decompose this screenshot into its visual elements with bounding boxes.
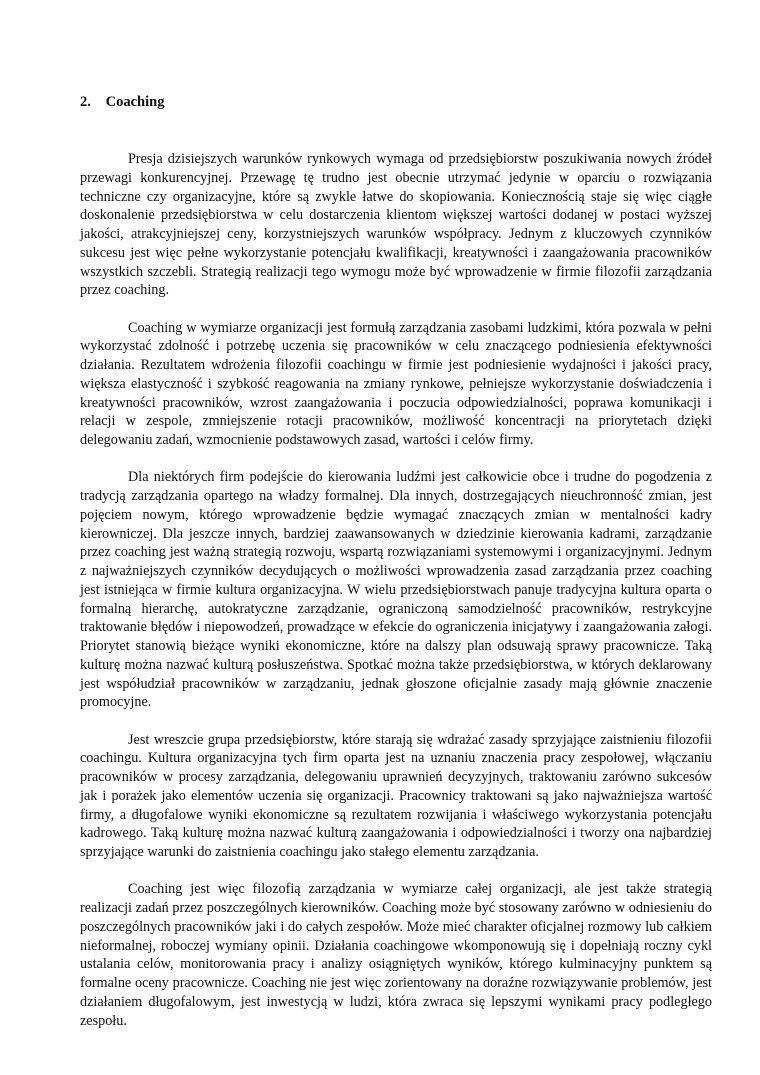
document-page <box>80 92 712 1049</box>
paragraph-1: Presja dzisiejszych warunków rynkowych wymaga od przedsiębiorstw poszukiwania nowych źródeł przewagi konkurencyjnej. Przewagę tę trudno jest obecnie utrzymać jedynie w oparciu o rozwiązania techniczne czy organizacyjne, które są zwykle łatwe do skopiowania. Koniecznością staje się więc ciągłe doskonalenie przedsiębiorstwa w celu dostarczenia klientom większej wartości dodanej w postaci wyższej jakości, atrakcyjniejszej ceny, korzystniejszych warunków współpracy. Jednym z kluczowych czynników sukcesu jest więc pełne wykorzystanie potencjału kwalifikacji, kreatywności i zaangażowania pracowników wszystkich szczebli. Strategią realizacji tego wymogu może być wprowadzenie w firmie filozofii zarządzania przez coaching. <box>80 151 712 299</box>
paragraph-3: Dla niektórych firm podejście do kierowania ludźmi jest całkowicie obce i trudne do pogodzenia z tradycją zarządzania opartego na władzy formalnej. Dla innych, dostrzegających nieuchronność zmian, jest pojęciem nowym, którego wprowadzenie będzie wymagać znaczących zmian w mentalności kadry kierowniczej. Dla jeszcze innych, bardziej zaawansowanych w dziedzinie kierowania kadrami, zarządzanie przez coaching jest ważną strategią rozwoju, wspartą rozwiązaniami systemowymi i organizacyjnymi. Jednym z najważniejszych czynników decydujących o możliwości wprowadzenia zasad zarządzania przez coaching jest istniejąca w firmie kultura organizacyjna. W wielu przedsiębiorstwach panuje tradycyjna kultura oparta o formalną hierarchę, autokratyczne zarządzanie, ograniczoną samodzielność pracowników, restrykcyjne traktowanie błędów i niepowodzeń, prowadzące w efekcie do ograniczenia inicjatywy i zaangażowania załogi. Priorytet stanowią bieżące wyniki ekonomiczne, które na dalszy plan odsuwają sprawy pracownicze. Taką kulturę można nazwać kulturą posłuszeństwa. Spotkać można także przedsiębiorstwa, w których deklarowany jest współudział pracowników w zarządzaniu, jednak głoszone oficjalnie zasady mają głównie znaczenie promocyjne. <box>80 469 712 711</box>
paragraph-5: Coaching jest więc filozofią zarządzania w wymiarze całej organizacji, ale jest także strategią realizacji zadań przez poszczególnych kierowników. Coaching może być stosowany zarówno w odniesieniu do poszczególnych pracowników jaki i do całych zespołów. Może mieć charakter oficjalnej rozmowy lub całkiem nieformalnej, roboczej wymiany opinii. Działania coachingowe wkomponowują się i dopełniają roczny cykl ustalania celów, monitorowania pracy i analizy osiągniętych wyników, którego kulminacyjny punktem są formalne oceny pracownicze. Coaching nie jest więc zorientowany na doraźne rozwiązywanie problemów, jest działaniem długofalowym, jest inwestycją w ludzi, która zwraca się lepszymi wynikami pracy podległego zespołu. <box>80 881 712 1029</box>
section-number: 2. <box>80 94 91 110</box>
paragraph-4: Jest wreszcie grupa przedsiębiorstw, które starają się wdrażać zasady sprzyjające zaistnieniu filozofii coachingu. Kultura organizacyjna tych firm oparta jest na uznaniu znaczenia pracy zespołowej, włączaniu pracowników w procesy zarządzania, delegowaniu uprawnień decyzyjnych, traktowaniu zarówno sukcesów jak i porażek jako elementów uczenia się organizacji. Pracownicy traktowani są jako najważniejsza wartość firmy, a długofalowe wyniki ekonomiczne są rezultatem rozwijania i właściwego wykorzystania potencjału kadrowego. Taką kulturę można nazwać kulturą zaangażowania i odpowiedzialności i tworzy ona najbardziej sprzyjające warunki do zaistnienia coachingu jako stałego elementu zarządzania. <box>80 731 712 860</box>
section-heading <box>80 92 712 112</box>
paragraph-2: Coaching w wymiarze organizacji jest formułą zarządzania zasobami ludzkimi, która pozwala w pełni wykorzystać zdolność i potrzebę uczenia się pracowników w celu znaczącego podniesienia efektywności działania. Rezultatem wdrożenia filozofii coachingu w firmie jest podniesienie wydajności i jakości pracy, większa elastyczność i szybkość reagowania na zmiany rynkowe, pełniejsze wykorzystanie doświadczenia i kreatywności pracowników, wzrost zaangażowania i poczucia odpowiedzialności, poprawa komunikacji i relacji w zespole, zmniejszenie rotacji pracowników, możliwość koncentracji na priorytetach dzięki delegowaniu zadań, wzmocnienie podstawowych zasad, wartości i celów firmy. <box>80 319 712 448</box>
section-title: Coaching <box>105 94 165 110</box>
